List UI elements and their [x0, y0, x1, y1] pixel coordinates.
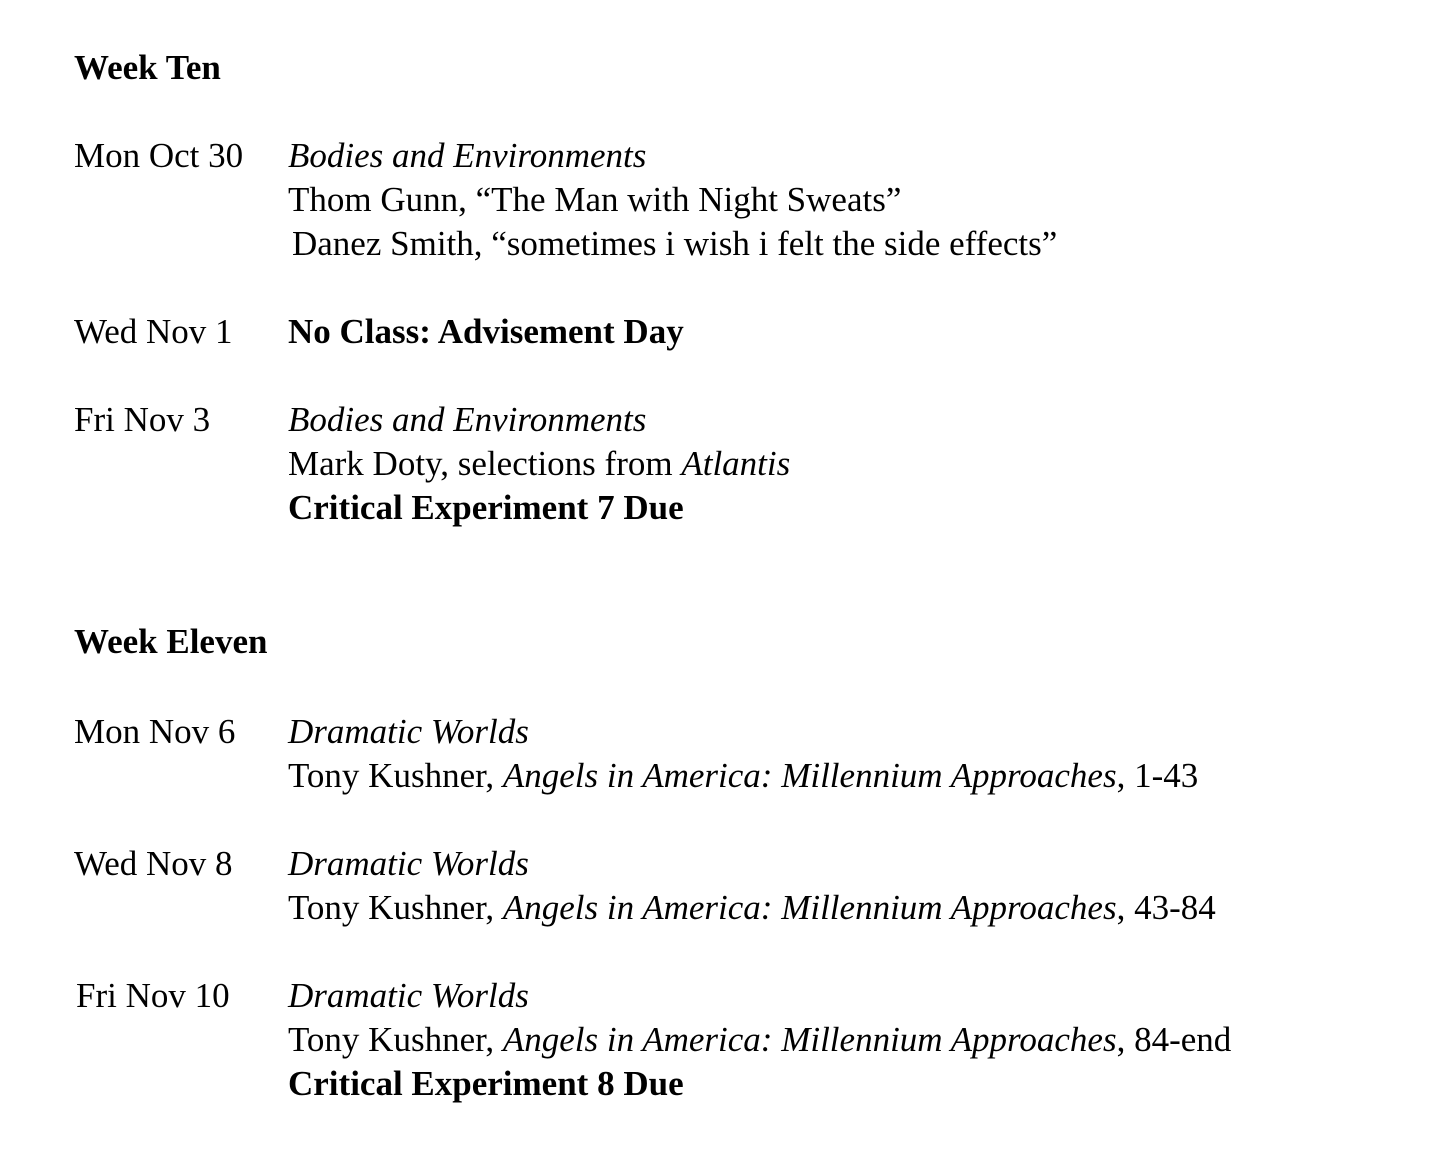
reading-doty-title: Atlantis	[681, 444, 791, 483]
reading-kushner-3	[288, 1018, 1231, 1062]
reading-kushner-2-author: Tony Kushner,	[288, 888, 503, 927]
week-ten-heading: Week Ten	[74, 48, 221, 87]
reading-kushner-3-title: Angels in America: Millennium Approaches	[502, 1020, 1117, 1059]
theme-fri-nov-3: Bodies and Environments	[288, 400, 647, 439]
reading-kushner-3-pages: , 84-end	[1116, 1020, 1232, 1059]
date-mon-oct-30: Mon Oct 30	[74, 136, 244, 175]
reading-kushner-1-pages: , 1-43	[1116, 756, 1199, 795]
reading-kushner-1-author: Tony Kushner,	[288, 756, 503, 795]
date-fri-nov-3: Fri Nov 3	[74, 400, 211, 439]
date-wed-nov-1: Wed Nov 1	[74, 312, 233, 351]
date-mon-nov-6: Mon Nov 6	[74, 712, 236, 751]
theme-fri-nov-10: Dramatic Worlds	[288, 976, 529, 1015]
date-wed-nov-8: Wed Nov 8	[74, 844, 233, 883]
due-critical-experiment-7: Critical Experiment 7 Due	[288, 488, 684, 527]
reading-kushner-1	[288, 754, 1198, 798]
date-fri-nov-10: Fri Nov 10	[76, 976, 230, 1015]
reading-kushner-3-author: Tony Kushner,	[288, 1020, 503, 1059]
week-eleven-heading: Week Eleven	[74, 622, 268, 661]
theme-mon-nov-6: Dramatic Worlds	[288, 712, 529, 751]
reading-kushner-2-pages: , 43-84	[1116, 888, 1216, 927]
theme-mon-oct-30: Bodies and Environments	[288, 136, 647, 175]
reading-kushner-2-title: Angels in America: Millennium Approaches	[502, 888, 1117, 927]
reading-smith: Danez Smith, “sometimes i wish i felt the side effects”	[292, 224, 1058, 263]
reading-doty	[288, 442, 790, 486]
no-class-note: No Class: Advisement Day	[288, 312, 684, 351]
reading-kushner-1-title: Angels in America: Millennium Approaches	[502, 756, 1117, 795]
due-critical-experiment-8: Critical Experiment 8 Due	[288, 1064, 684, 1103]
reading-gunn: Thom Gunn, “The Man with Night Sweats”	[288, 180, 902, 219]
reading-kushner-2	[288, 886, 1216, 930]
reading-doty-author: Mark Doty, selections from	[288, 444, 682, 483]
theme-wed-nov-8: Dramatic Worlds	[288, 844, 529, 883]
